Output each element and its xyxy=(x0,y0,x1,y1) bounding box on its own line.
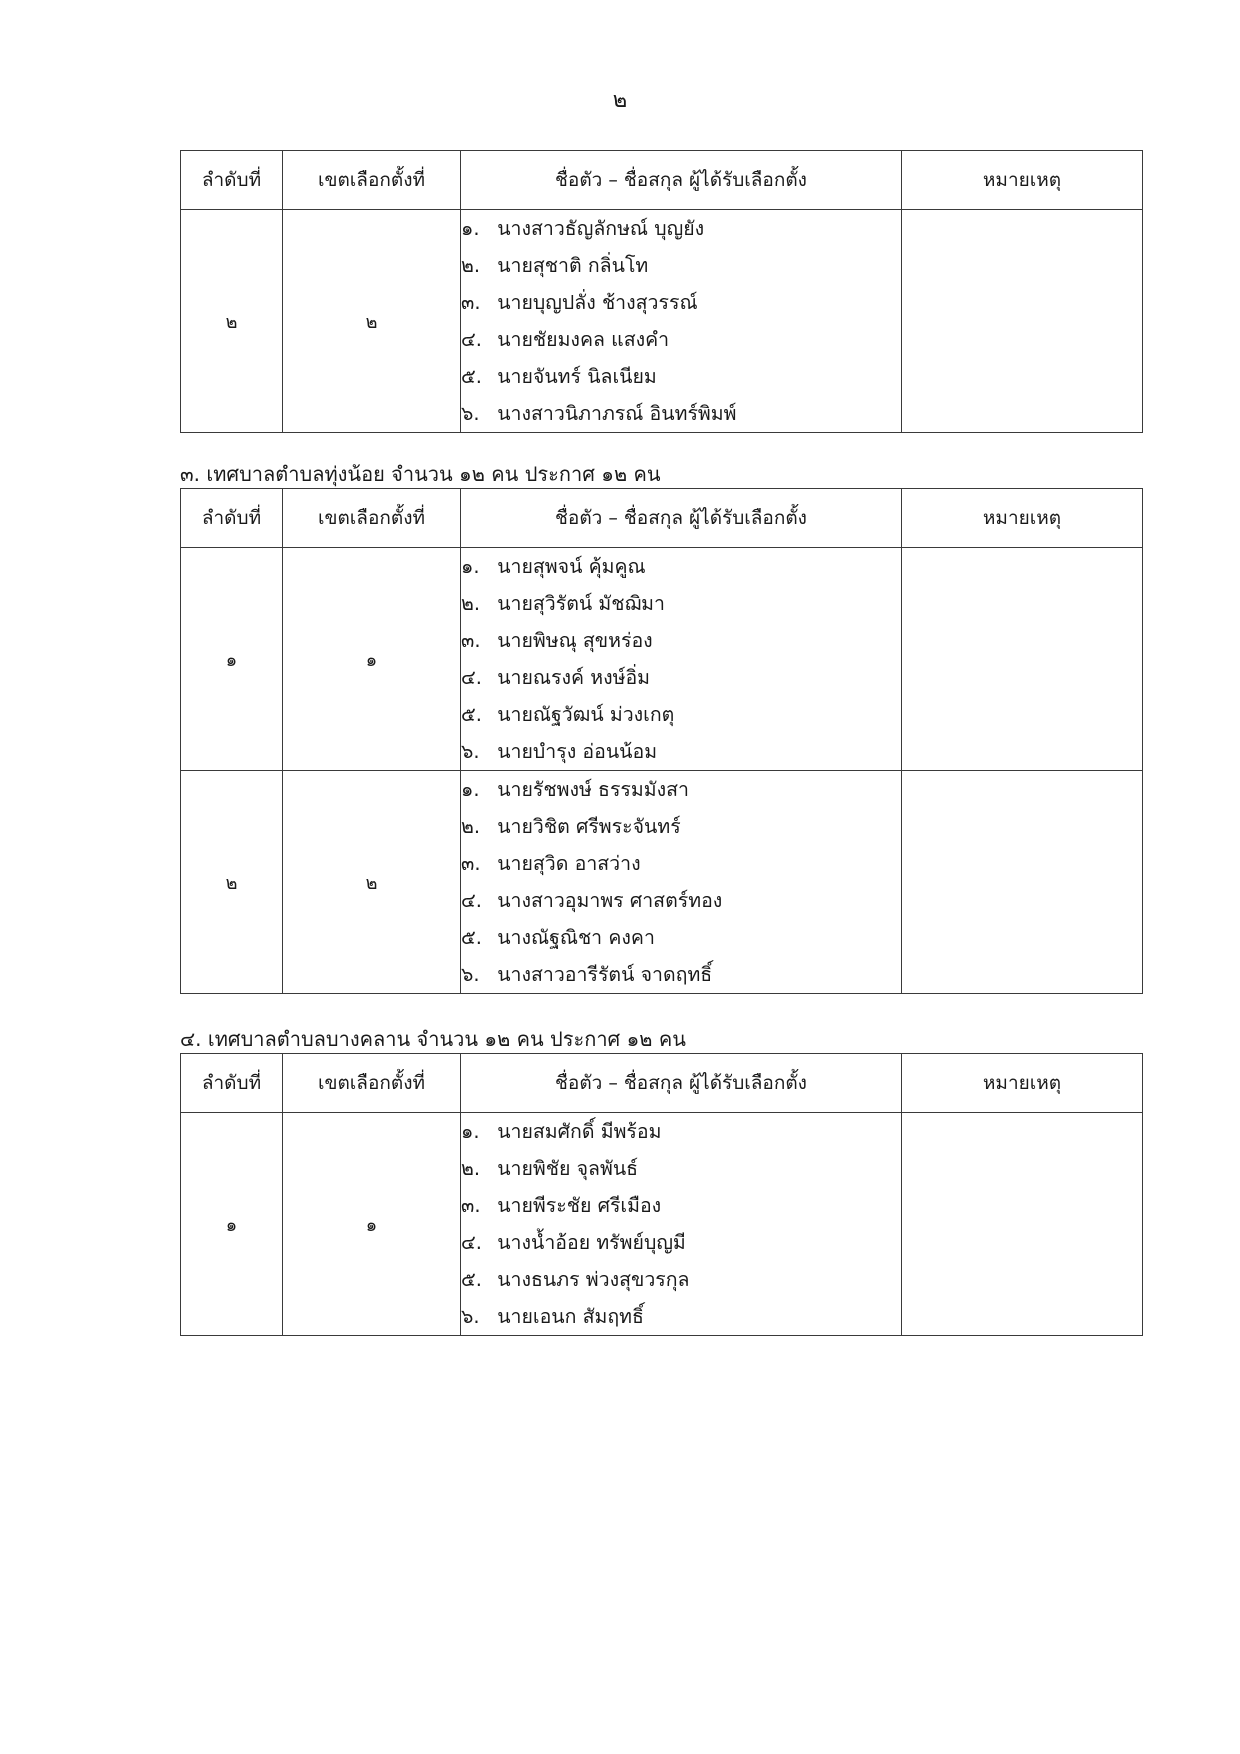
results-table-2 xyxy=(180,488,1143,994)
entry-name: นางสาวอารีรัตน์ จาดฤทธิ์ xyxy=(497,963,713,986)
entry-name: นายสุวิรัตน์ มัชฌิมา xyxy=(497,592,665,615)
entry-name: นางสาวนิภาภรณ์ อินทร์พิมพ์ xyxy=(497,402,737,425)
entry-name: นางสาวอุมาพร ศาสตร์ทอง xyxy=(497,889,723,912)
entry-name: นายจันทร์ นิลเนียม xyxy=(497,365,657,388)
name-entry xyxy=(461,882,901,919)
header-district: เขตเลือกตั้งที่ xyxy=(283,489,461,548)
name-entry xyxy=(461,321,901,358)
entry-index: ๓. xyxy=(461,629,481,652)
order-cell: ๒ xyxy=(181,771,283,994)
names-cell xyxy=(461,771,902,994)
entry-name: นายพีระชัย ศรีเมือง xyxy=(497,1194,662,1217)
results-table-3 xyxy=(180,1053,1143,1336)
name-entry xyxy=(461,696,901,733)
table-header-row xyxy=(181,151,1143,210)
header-name: ชื่อตัว – ชื่อสกุล ผู้ได้รับเลือกตั้ง xyxy=(461,1054,902,1113)
name-entry xyxy=(461,284,901,321)
header-district: เขตเลือกตั้งที่ xyxy=(283,151,461,210)
entry-index: ๔. xyxy=(461,666,482,689)
entry-index: ๒. xyxy=(461,592,481,615)
entry-name: นางณัฐณิชา คงคา xyxy=(497,926,655,949)
entry-name: นายณรงค์ หงษ์อิ่ม xyxy=(497,666,651,689)
entry-name: นางธนภร พ่วงสุขวรกุล xyxy=(497,1268,690,1291)
entry-name: นายชัยมงคล แสงคำ xyxy=(497,328,670,351)
name-entry xyxy=(461,247,901,284)
name-entry xyxy=(461,1224,901,1261)
header-remark: หมายเหตุ xyxy=(902,151,1143,210)
entry-name: นายรัชพงษ์ ธรรมมังสา xyxy=(497,778,689,801)
entry-index: ๔. xyxy=(461,328,482,351)
header-name: ชื่อตัว – ชื่อสกุล ผู้ได้รับเลือกตั้ง xyxy=(461,489,902,548)
table-row xyxy=(181,548,1143,771)
entry-index: ๕. xyxy=(461,703,482,726)
name-entry xyxy=(461,771,901,808)
entry-index: ๑. xyxy=(461,778,480,801)
entry-index: ๑. xyxy=(461,1120,480,1143)
district-cell: ๒ xyxy=(283,771,461,994)
table-header-row xyxy=(181,1054,1143,1113)
entry-index: ๒. xyxy=(461,815,481,838)
remark-cell xyxy=(902,548,1143,771)
name-entry xyxy=(461,1261,901,1298)
name-entry xyxy=(461,622,901,659)
header-order: ลำดับที่ xyxy=(181,489,283,548)
entry-index: ๓. xyxy=(461,291,481,314)
name-entry xyxy=(461,210,901,247)
order-cell: ๑ xyxy=(181,548,283,771)
entry-index: ๑. xyxy=(461,555,480,578)
entry-index: ๓. xyxy=(461,852,481,875)
header-order: ลำดับที่ xyxy=(181,1054,283,1113)
entry-index: ๖. xyxy=(461,740,480,763)
name-entry xyxy=(461,548,901,585)
entry-index: ๕. xyxy=(461,1268,482,1291)
names-cell xyxy=(461,210,902,433)
remark-cell xyxy=(902,771,1143,994)
entry-name: นายบุญปลั่ง ช้างสุวรรณ์ xyxy=(497,291,698,314)
name-entry xyxy=(461,956,901,993)
name-entry xyxy=(461,659,901,696)
name-entry xyxy=(461,733,901,770)
entry-index: ๕. xyxy=(461,365,482,388)
header-name: ชื่อตัว – ชื่อสกุล ผู้ได้รับเลือกตั้ง xyxy=(461,151,902,210)
entry-index: ๔. xyxy=(461,1231,482,1254)
name-entry xyxy=(461,358,901,395)
table-row xyxy=(181,771,1143,994)
section-heading-4: ๔. เทศบาลตำบลบางคลาน จำนวน ๑๒ คน ประกาศ ๑๒ คน xyxy=(180,1027,686,1051)
name-entry xyxy=(461,1298,901,1335)
entry-name: นายสมศักดิ์ มีพร้อม xyxy=(497,1120,662,1143)
page-number: ๒ xyxy=(612,88,628,113)
names-cell xyxy=(461,1113,902,1336)
name-entry xyxy=(461,1187,901,1224)
entry-name: นางน้ำอ้อย ทรัพย์บุญมี xyxy=(497,1231,686,1254)
entry-name: นายสุพจน์ คุ้มคูณ xyxy=(497,555,646,578)
header-district: เขตเลือกตั้งที่ xyxy=(283,1054,461,1113)
entry-name: นายณัฐวัฒน์ ม่วงเกตุ xyxy=(497,703,675,726)
district-cell: ๑ xyxy=(283,548,461,771)
order-cell: ๒ xyxy=(181,210,283,433)
header-remark: หมายเหตุ xyxy=(902,489,1143,548)
district-cell: ๒ xyxy=(283,210,461,433)
entry-index: ๑. xyxy=(461,217,480,240)
remark-cell xyxy=(902,210,1143,433)
table-row xyxy=(181,1113,1143,1336)
entry-index: ๖. xyxy=(461,402,480,425)
name-entry xyxy=(461,395,901,432)
entry-index: ๒. xyxy=(461,1157,481,1180)
entry-name: นายเอนก สัมฤทธิ์ xyxy=(497,1305,644,1328)
entry-name: นายบำรุง อ่อนน้อม xyxy=(497,740,658,763)
name-entry xyxy=(461,845,901,882)
table-row xyxy=(181,210,1143,433)
entry-index: ๔. xyxy=(461,889,482,912)
remark-cell xyxy=(902,1113,1143,1336)
entry-index: ๖. xyxy=(461,1305,480,1328)
header-order: ลำดับที่ xyxy=(181,151,283,210)
entry-name: นายสุวิด อาสว่าง xyxy=(497,852,641,875)
name-entry xyxy=(461,808,901,845)
name-entry xyxy=(461,585,901,622)
name-entry xyxy=(461,1113,901,1150)
results-table-1 xyxy=(180,150,1143,433)
district-cell: ๑ xyxy=(283,1113,461,1336)
name-entry xyxy=(461,1150,901,1187)
entry-name: นายพิษณุ สุขหร่อง xyxy=(497,629,653,652)
entry-name: นายวิชิต ศรีพระจันทร์ xyxy=(497,815,681,838)
table-header-row xyxy=(181,489,1143,548)
entry-name: นางสาวธัญลักษณ์ บุญยัง xyxy=(497,217,705,240)
order-cell: ๑ xyxy=(181,1113,283,1336)
entry-name: นายสุชาติ กลิ่นโท xyxy=(497,254,649,277)
entry-name: นายพิชัย จุลพันธ์ xyxy=(497,1157,639,1180)
names-cell xyxy=(461,548,902,771)
entry-index: ๓. xyxy=(461,1194,481,1217)
header-remark: หมายเหตุ xyxy=(902,1054,1143,1113)
entry-index: ๖. xyxy=(461,963,480,986)
entry-index: ๕. xyxy=(461,926,482,949)
name-entry xyxy=(461,919,901,956)
entry-index: ๒. xyxy=(461,254,481,277)
section-heading-3: ๓. เทศบาลตำบลทุ่งน้อย จำนวน ๑๒ คน ประกาศ ๑๒ คน xyxy=(180,462,661,486)
